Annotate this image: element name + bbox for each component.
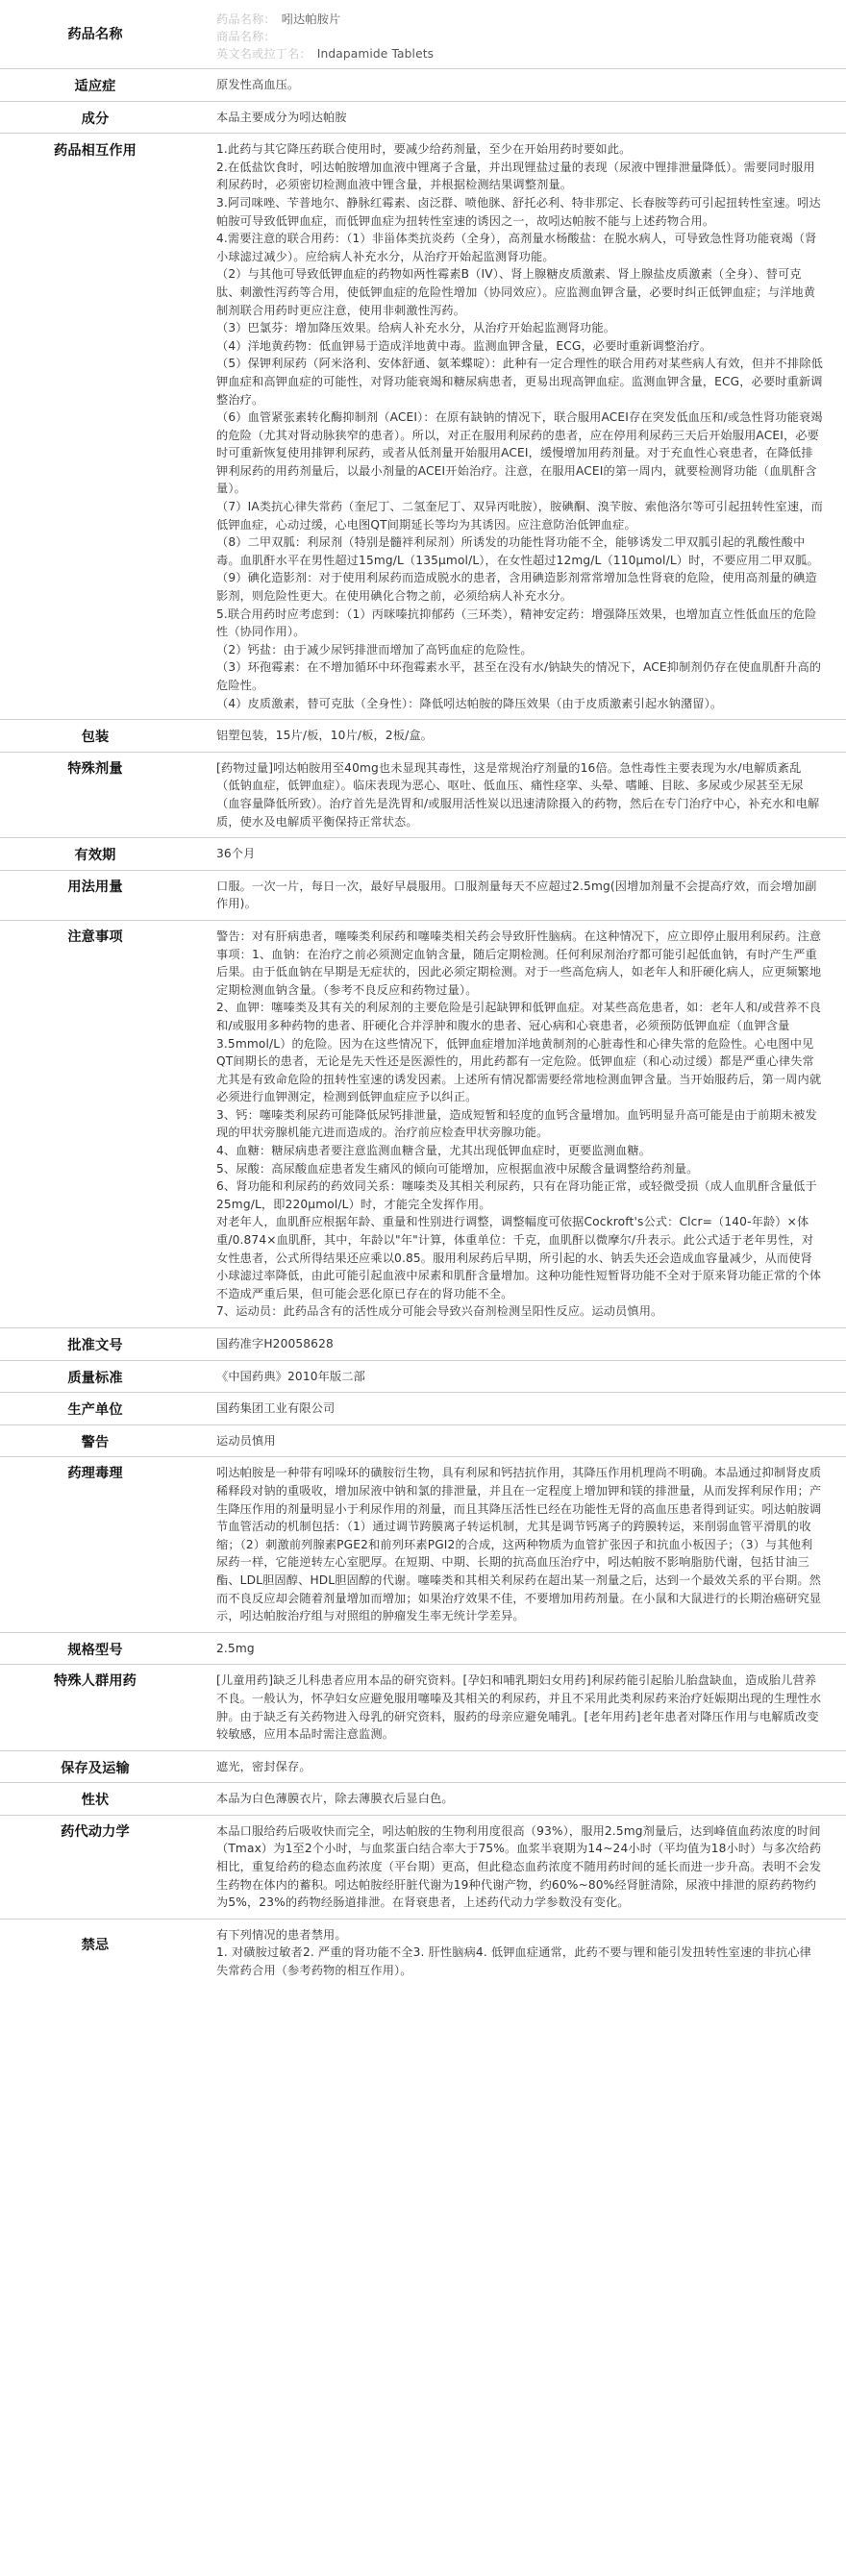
contraindications-paragraph: 有下列情况的患者禁用。 [216,1927,347,1942]
row-properties [0,1783,846,1816]
value-storage: 遮光，密封保存。 [190,1750,846,1783]
row-pharmacokinetics [0,1815,846,1919]
interactions-paragraph: （5）保钾利尿药（阿米洛利、安体舒通、氨苯蝶啶）：此种有一定合理性的联合用药对某些病人有效，但并不排除低钾血症和高钾血症的可能性，对肾功能衰竭和糖尿病患者，更易出现高钾血症。监测血钾含量，ECG，必要时重新调整治疗。 [216,357,824,407]
label-product-name: 药品名称 [0,5,190,69]
interactions-paragraph: （4）皮质激素，替可克肽（全身性）：降低吲达帕胺的降压效果（由于皮质激素引起水钠潴留）。 [216,696,723,710]
value-standard: 《中国药典》2010年版二部 [190,1360,846,1393]
label-spec: 规格型号 [0,1632,190,1665]
label-contraindications: 禁忌 [81,1937,110,1953]
interactions-paragraph: 1.此药与其它降压药联合使用时，要减少给药剂量，至少在开始用药时要如此。 [216,142,632,157]
cautions-paragraph: 2、血钾：噻嗪类及其有关的利尿剂的主要危险是引起缺钾和低钾血症。对某些高危患者，如：老年人和/或营养不良和/或服用多种药物的患者、肝硬化合并浮肿和腹水的患者、冠心病和心衰患者，必须预防低钾血症（血钾含量3.5mmol/L）的危险。因为在这些情况下，低钾血症增加洋地黄制剂的心脏毒性和心律失常的危险性。心电图中见QT间期长的患者，无论是先天性还是医源性的，用此药都有一定危险。低钾血症（和心动过缓）都是严重心律失常尤其是有致命危险的扭转性室速的诱发因素。上述所有情况都需要经常地检测血钾含量。当开始服药后，第一周内就必须进行血钾测定，检测到低钾血症应予以纠正。 [216,1001,822,1104]
value-dosage: 口服。一次一片，每日一次，最好早晨服用。口服剂量每天不应超过2.5mg(因增加剂量不会提高疗效，而会增加副作用)。 [190,870,846,920]
label-indications: 适应症 [0,69,190,102]
row-special-groups [0,1665,846,1750]
label-warning: 警告 [0,1424,190,1457]
value-contraindications [190,1919,846,1986]
interactions-paragraph: （3）环孢霉素：在不增加循环中环孢霉素水平，甚至在没有水/钠缺失的情况下，ACE抑制剂仍存在使血肌酐升高的危险性。 [216,660,822,692]
value-special-groups: [儿童用药]缺乏儿科患者应用本品的研究资料。[孕妇和哺乳期妇女用药]利尿药能引起胎儿胎盘缺血，造成胎儿营养不良。一般认为，怀孕妇女应避免服用噻嗪及其相关的利尿药，并且不采用此类利尿药来治疗妊娠期出现的生理性水肿。由于缺乏有关药物进入母乳的研究资料，服药的母亲应避免哺乳。[老年用药]老年患者对降压作用与电解质改变较敏感，应用本品时需注意监测。 [190,1665,846,1750]
row-package [0,720,846,753]
generic-name-value: 吲达帕胺片 [281,12,341,26]
value-approval: 国药准字H20058628 [190,1328,846,1361]
row-standard [0,1360,846,1393]
row-contraindications [0,1919,846,1986]
interactions-paragraph: （6）血管紧张素转化酶抑制剂（ACEI）：在原有缺钠的情况下，联合服用ACEI存在突发低血压和/或急性肾功能衰竭的危险（尤其对肾动脉狭窄的患者）。所以，对正在服用利尿药的患者，应在停用利尿药三天后开始服用ACEI，必要时可重新恢复使用排钾利尿药，或者从低剂量开始服用ACEI，缓慢增加用药剂量。对于充血性心衰患者，在降低排钾利尿药的用药剂量后，以最小剂量的ACEI开始治疗。注意，在服用ACEI的第一周内，就要检测肾功能（血肌酐含量）。 [216,410,823,496]
value-spec: 2.5mg [190,1632,846,1665]
interactions-paragraph: （8）二甲双胍：利尿剂（特别是髓袢利尿剂）所诱发的功能性肾功能不全，能够诱发二甲双胍引起的乳酸性酸中毒。血肌酐水平在男性超过15mg/L（135μmol/L），在女性超过12mg/L（110μmol/L）时，不要应用二甲双胍。 [216,535,819,567]
row-approval [0,1328,846,1361]
row-validity [0,838,846,871]
row-cautions [0,920,846,1327]
cautions-paragraph: 4、血糖：糖尿病患者要注意监测血糖含量，尤其出现低钾血症时，更要监测血糖。 [216,1144,652,1158]
label-cautions: 注意事项 [0,920,190,1327]
trade-name-line [216,28,823,45]
generic-name-key: 药品名称： [216,12,276,26]
row-storage [0,1750,846,1783]
value-manufacturer: 国药集团工业有限公司 [190,1393,846,1425]
interactions-paragraph: （4）洋地黄药物：低血钾易于造成洋地黄中毒。监测血钾含量，ECG，必要时重新调整治疗。 [216,338,712,353]
interactions-paragraph: （2）与其他可导致低钾血症的药物如两性霉素B（IV）、肾上腺糖皮质激素、肾上腺盐皮质激素（全身）、替可克肽、刺激性泻药等合用，使低钾血症的危险性增加（协同效应）。应监测血钾含量，必要时纠正低钾血症；与洋地黄制剂联合用药时更应注意，使用非刺激性泻药。 [216,267,816,317]
interactions-paragraph: （9）碘化造影剂：对于使用利尿药而造成脱水的患者，含用碘造影剂常常增加急性肾衰的危险，使用高剂量的碘造影剂，则危险性更大。在使用碘化合物之前，必须给病人补充水分。 [216,571,817,604]
value-cautions [190,920,846,1327]
interactions-paragraph: 4.需要注意的联合用药：（1）非甾体类抗炎药（全身），高剂量水杨酸盐：在脱水病人，可导致急性肾功能衰竭（肾小球滤过减少）。应给病人补充水分，从治疗开始起监测肾功能。 [216,232,817,263]
cautions-paragraph: 对老年人，血肌酐应根据年龄、重量和性别进行调整，调整幅度可依据Cockroft's公式：Clcr=（140-年龄）×体重/0.874×血肌酐，其中，年龄以"年"计算，体重单位：千克，血肌酐以微摩尔/升表示。此公式适于老年男性，对女性患者，公式所得结果还应乘以0.85。服用利尿药后早期，所引起的水、钠丢失还会造成血容量减少，从而使肾小球滤过率降低，由此可能引起血液中尿素和肌酐含量增加。这种功能性短暂肾功能不全对于原来肾功能正常的个体不造成严重后果，但可能会恶化原已存在的肾功能不全。 [216,1215,822,1300]
label-pharmacology: 药理毒理 [0,1457,190,1632]
label-validity: 有效期 [0,838,190,871]
label-dosage: 用法用量 [0,870,190,920]
label-package: 包装 [0,720,190,753]
value-product-name [190,5,846,69]
value-properties: 本品为白色薄膜衣片，除去薄膜衣后显白色。 [190,1783,846,1816]
label-manufacturer: 生产单位 [0,1393,190,1425]
row-overdose [0,752,846,837]
value-validity: 36个月 [190,838,846,871]
label-standard: 质量标准 [0,1360,190,1393]
interactions-paragraph: 5.联合用药时应考虑到：（1）丙咪嗪抗抑郁药（三环类），精神安定药：增强降压效果，也增加直立性低血压的危险性（协同作用）。 [216,607,817,639]
label-properties: 性状 [0,1783,190,1816]
value-pharmacology: 吲达帕胺是一种带有吲哚环的磺胺衍生物，具有利尿和钙拮抗作用，其降压作用机理尚不明确。本品通过抑制肾皮质稀释段对钠的重吸收，增加尿液中钠和氯的排泄量，并且在一定程度上增加钾和镁的排泄量，从而发挥利尿作用；产生降压作用的剂量明显小于利尿作用的剂量，而且其降压活性已经在功能性无肾的高血压患者得到证实。吲达帕胺调节血管活动的机制包括：（1）通过调节跨膜离子转运机制，尤其是调节钙离子的跨膜转运，来削弱血管平滑肌的收缩；（2）刺激前列腺素PGE2和前列环素PGI2的合成，这两种物质为血管扩张因子和抗血小板因子；（3）与其他利尿药一样，它能逆转左心室肥厚。在短期、中期、长期的抗高血压治疗中，吲达帕胺不影响脂肪代谢，包括甘油三酯、LDL胆固醇、HDL胆固醇的代谢。噻嗪类和其相关利尿药在超出某一剂量之后，达到一个最效关系的平台期。然而不良反应却会随着剂量增加而增加；如果治疗效果不佳，不要增加用药剂量。在小鼠和大鼠进行的长期治癌研究显示，吲达帕胺治疗组与对照组的肿瘤发生率无统计学差异。 [190,1457,846,1632]
interactions-paragraph: （2）钙盐：由于减少尿钙排泄而增加了高钙血症的危险性。 [216,642,533,656]
cautions-paragraph: 7、运动员：此药品含有的活性成分可能会导致兴奋剂检测呈阳性反应。运动员慎用。 [216,1304,663,1319]
interactions-paragraph: 2.在低盐饮食时，吲达帕胺增加血液中锂离子含量，并出现锂盐过量的表现（尿液中锂排泄量降低）。需要同时服用利尿药时，必须密切检测血液中锂含量，并根据检测结果调整剂量。 [216,160,815,192]
interactions-paragraph: （7）IA类抗心律失常药（奎尼丁、二氢奎尼丁、双异丙吡胺），胺碘酮、溴苄胺、索他洛尔等可引起扭转性室速，而低钾血症，心动过缓，心电图QT间期延长等均为其诱因。应注意防治低钾血症。 [216,500,823,532]
row-pharmacology [0,1457,846,1632]
value-warning: 运动员慎用 [190,1424,846,1457]
label-storage: 保存及运输 [0,1750,190,1783]
value-indications: 原发性高血压。 [190,69,846,102]
row-ingredients [0,101,846,134]
value-overdose: [药物过量]吲达帕胺用至40mg也未显现其毒性，这是常规治疗剂量的16倍。急性毒性主要表现为水/电解质紊乱（低钠血症，低钾血症）。临床表现为恶心、呕吐、低血压、痛性痉挛、头晕、嗜睡、目眩、多尿或少尿甚至无尿（血容量降低所致）。治疗首先是洗胃和/或服用活性炭以迅速清除摄入的药物，然后在专门治疗中心，补充水和电解质，使水及电解质平衡保持正常状态。 [190,752,846,837]
english-name-value: Indapamide Tablets [316,47,435,61]
english-name-line [216,45,823,62]
row-manufacturer [0,1393,846,1425]
value-package: 铝塑包装，15片/板，10片/板，2板/盒。 [190,720,846,753]
row-interactions [0,134,846,720]
row-indications [0,69,846,102]
label-approval: 批准文号 [0,1328,190,1361]
cautions-paragraph: 6、肾功能和利尿药的药效同关系：噻嗪类及其相关利尿药，只有在肾功能正常，或轻微受损（成人血肌酐含量低于25mg/L，即220μmol/L）时，才能完全发挥作用。 [216,1179,817,1211]
drug-spec-table [0,5,846,1987]
cautions-paragraph: 3、钙：噻嗪类利尿药可能降低尿钙排泄量，造成短暂和轻度的血钙含量增加。血钙明显升高可能是由于前期未被发现的甲状旁腺机能亢进而造成的。治疗前应检查甲状旁腺功能。 [216,1107,817,1140]
generic-name-line [216,11,823,28]
cautions-paragraph: 警告：对有肝病患者，噻嗪类利尿药和噻嗪类相关药会导致肝性脑病。在这种情况下，应立即停止服用利尿药。注意事项：1、血钠：在治疗之前必须测定血钠含量，随后定期检测。任何利尿剂治疗都可能引起低血钠，有时产生严重后果。由于低血钠在早期是无症状的，因此必须定期检测。对于一些高危病人，如老年人和肝硬化病人，应更频繁地定期检测血钠含量。（参考不良反应和药物过量）。 [216,929,822,997]
value-ingredients: 本品主要成分为吲达帕胺 [190,101,846,134]
label-special-groups: 特殊人群用药 [0,1665,190,1750]
row-warning [0,1424,846,1457]
label-ingredients: 成分 [0,101,190,134]
value-interactions [190,134,846,720]
trade-name-key: 商品名称： [216,30,276,43]
contraindications-paragraph: 1. 对磺胺过敏者2. 严重的肾功能不全3. 肝性脑病4. 低钾血症通常，此药不要与锂和能引发扭转性室速的非抗心律失常药合用（参考药物的相互作用）。 [216,1945,811,1978]
english-name-key: 英文名或拉丁名： [216,47,311,61]
label-overdose: 特殊剂量 [0,752,190,837]
label-pharmacokinetics: 药代动力学 [0,1815,190,1919]
row-product-name [0,5,846,69]
interactions-paragraph: （3）巴氯芬：增加降压效果。给病人补充水分，从治疗开始起监测肾功能。 [216,321,616,335]
row-dosage [0,870,846,920]
interactions-paragraph: 3.阿司咪唑、苄普地尔、静脉红霉素、卤泛群、喷他脒、舒托必利、特非那定、长春胺等药可引起扭转性室速。吲达帕胺可导致低钾血症，而低钾血症为扭转性室速的诱因之一，故吲达帕胺不能与上述药物合用。 [216,195,821,228]
value-pharmacokinetics: 本品口服给药后吸收快而完全，吲达帕胺的生物利用度很高（93%），服用2.5mg剂量后，达到峰值血药浓度的时间（Tmax）为1至2个小时，与血浆蛋白结合率大于75%。血浆半衰期为14~24小时（平均值为18小时）与多次给药相比，重复给药的稳态血药浓度（平台期）更高，但此稳态血药浓度不随用药时间的延长而进一步升高。表明不会发生药物在体内的蓄积。吲达帕胺经肝脏代谢为19种代谢产物，约60%~80%经肾脏清除，尿液中排泄的原药药物约为5%，23%的药物经肠道排泄。在肾衰患者，上述药代动力学参数没有变化。 [190,1815,846,1919]
label-interactions: 药品相互作用 [0,134,190,720]
cautions-paragraph: 5、尿酸：高尿酸血症患者发生痛风的倾向可能增加，应根据血液中尿酸含量调整给药剂量。 [216,1161,699,1176]
row-spec [0,1632,846,1665]
